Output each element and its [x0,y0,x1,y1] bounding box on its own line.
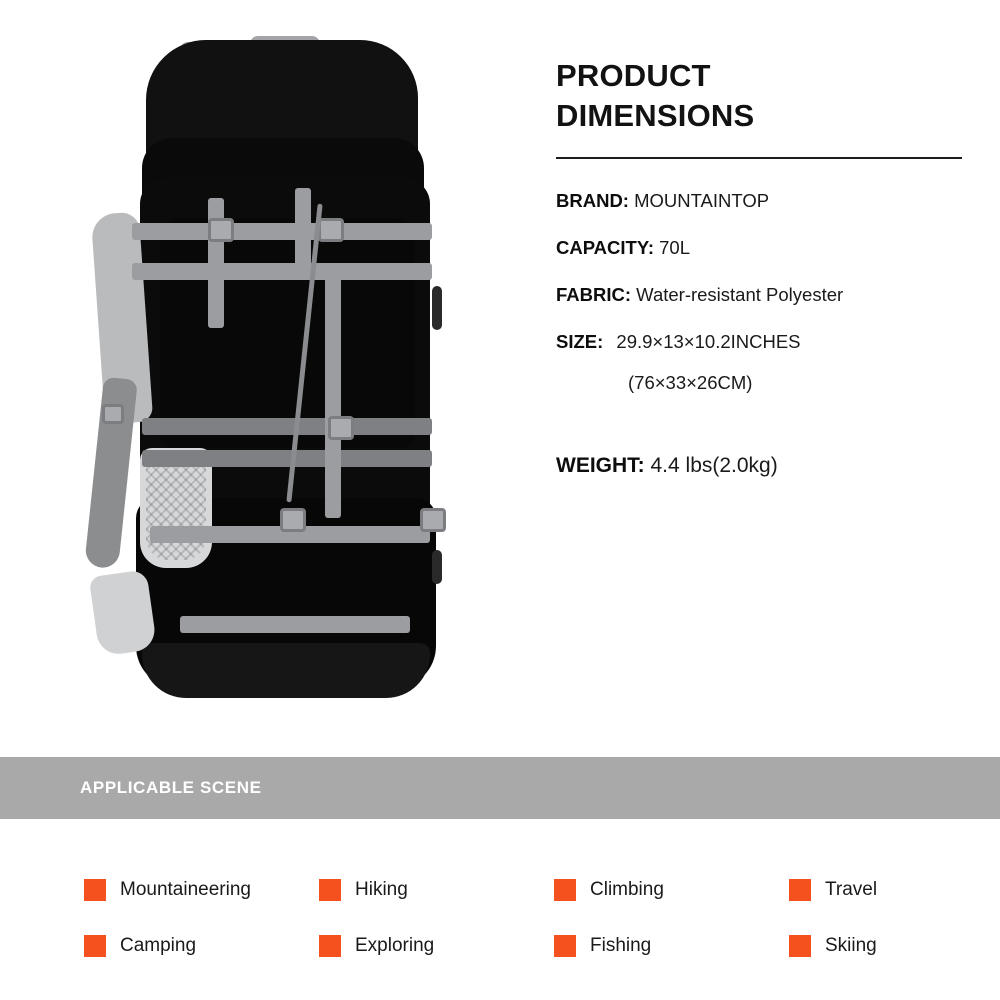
spec-value-size: 29.9×13×10.2INCHES [616,331,801,353]
backpack-front-pocket [160,218,415,448]
scene-label: Camping [120,935,197,956]
spec-value-size-cm: (76×33×26CM) [628,371,753,393]
sternum-buckle [102,404,124,424]
scene-label: Fishing [590,935,652,956]
scene-label: Exploring [355,935,435,956]
spec-label-fabric: FABRIC: [556,284,632,306]
bullet-square-icon [554,879,576,901]
page-title [556,56,976,135]
spec-label-weight: WEIGHT: [556,453,645,477]
bullet-square-icon [319,879,341,901]
scene-label: Climbing [590,879,664,900]
buckle-mid-right [328,416,354,440]
scene-label: Mountaineering [120,879,251,900]
hip-belt-pad [89,569,158,656]
compression-strap-upper-2 [132,263,432,280]
compression-strap-mid [142,418,432,435]
page-title-line2: DIMENSIONS [556,97,755,133]
bullet-square-icon [84,879,106,901]
bullet-square-icon [84,935,106,957]
scene-label: Hiking [355,879,408,900]
spec-row-fabric [556,283,976,307]
dimensions-panel [556,56,976,478]
page-title-line1: PRODUCT [556,58,711,93]
spec-value-fabric: Water-resistant Polyester [636,284,844,306]
backpack-base-trim [142,643,430,698]
spec-row-capacity [556,236,976,260]
spec-row-weight [556,454,976,478]
compression-strap-mid-2 [142,450,432,467]
scene-item-climbing [554,862,789,918]
product-image [0,0,530,745]
scene-item-camping [84,918,319,974]
spec-value-capacity: 70L [659,237,690,259]
applicable-scene-title: APPLICABLE SCENE [80,778,262,797]
backpack-illustration [80,18,460,708]
bullet-square-icon [789,935,811,957]
zipper-pull-lower [432,550,442,584]
scene-item-travel [789,862,1000,918]
scene-label: Travel [825,879,878,900]
spec-row-brand [556,189,976,213]
daisy-chain-right [325,268,341,518]
bullet-square-icon [554,935,576,957]
scene-item-hiking [319,862,554,918]
scene-item-mountaineering [84,862,319,918]
scene-item-fishing [554,918,789,974]
scene-item-exploring [319,918,554,974]
applicable-scene-grid [84,862,944,974]
bottom-strap [180,616,410,633]
spec-list [556,189,976,477]
spec-label-size: SIZE: [556,331,604,353]
compression-strap-upper [132,223,432,240]
bullet-square-icon [319,935,341,957]
scene-item-skiing [789,918,1000,974]
spec-label-brand: BRAND: [556,190,629,212]
bullet-square-icon [789,879,811,901]
scene-label: Skiing [825,935,877,956]
buckle-upper-right [318,218,344,242]
spec-label-capacity: CAPACITY: [556,237,654,259]
lid-strap [295,188,311,268]
buckle-upper-left [208,218,234,242]
title-divider [556,157,962,159]
spec-row-size [556,330,976,354]
spec-value-brand: MOUNTAINTOP [634,190,770,212]
buckle-lower-center [280,508,306,532]
buckle-lower-right [420,508,446,532]
spec-value-weight: 4.4 lbs(2.0kg) [650,453,778,477]
zipper-pull [432,286,442,330]
